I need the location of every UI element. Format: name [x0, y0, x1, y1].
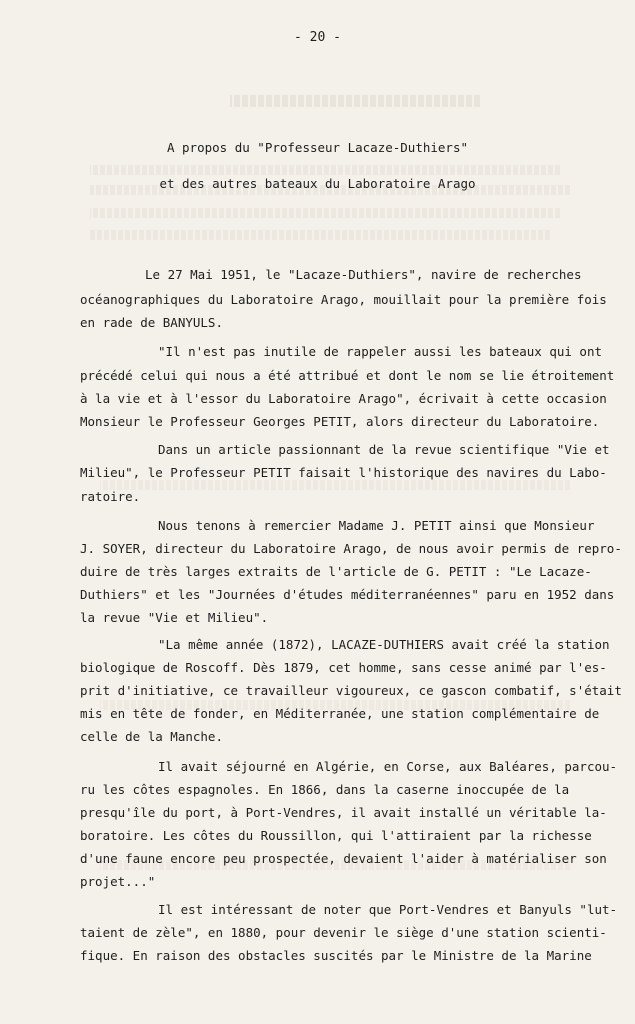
body-line: Il avait séjourné en Algérie, en Corse, aux Baléares, parcou- — [158, 759, 618, 774]
body-line: ratoire. — [80, 489, 141, 504]
body-line: Duthiers" et les "Journées d'études méditerranéennes" paru en 1952 dans — [80, 587, 615, 602]
body-line: la revue "Vie et Milieu". — [80, 610, 269, 625]
body-line: Nous tenons à remercier Madame J. PETIT ainsi que Monsieur — [158, 518, 595, 533]
body-line: J. SOYER, directeur du Laboratoire Arago, de nous avoir permis de repro- — [80, 541, 622, 556]
body-line: projet..." — [80, 874, 156, 889]
body-line: d'une faune encore peu prospectée, devaient l'aider à matérialiser son — [80, 851, 607, 866]
body-line: boratoire. Les côtes du Roussillon, qui l'attiraient par la richesse — [80, 828, 592, 843]
body-line: ru les côtes espagnoles. En 1866, dans la caserne inoccupée de la — [80, 782, 570, 797]
body-line: biologique de Roscoff. Dès 1879, cet homme, sans cesse animé par l'es- — [80, 660, 607, 675]
body-line: à la vie et à l'essor du Laboratoire Arago", écrivait à cette occasion — [80, 391, 607, 406]
heading-line-1: A propos du "Professeur Lacaze-Duthiers" — [166, 140, 469, 155]
body-line: taient de zèle", en 1880, pour devenir le siège d'une station scienti- — [80, 925, 607, 940]
body-line: océanographiques du Laboratoire Arago, mouillait pour la première fois — [80, 292, 607, 307]
body-line: Le 27 Mai 1951, le "Lacaze-Duthiers", navire de recherches — [145, 267, 582, 282]
body-line: fique. En raison des obstacles suscités par le Ministre de la Marine — [80, 948, 592, 963]
body-line: Monsieur le Professeur Georges PETIT, alors directeur du Laboratoire. — [80, 414, 600, 429]
body-line: prit d'initiative, ce travailleur vigoureux, ce gascon combatif, s'était — [80, 683, 622, 698]
body-line: Dans un article passionnant de la revue scientifique "Vie et — [158, 442, 610, 457]
body-line: duire de très larges extraits de l'article de G. PETIT : "Le Lacaze- — [80, 564, 592, 579]
heading-line-2: et des autres bateaux du Laboratoire Arago — [159, 176, 476, 191]
body-line: presqu'île du port, à Port-Vendres, il avait installé un véritable la- — [80, 805, 607, 820]
body-line: précédé celui qui nous a été attribué et dont le nom se lie étroitement — [80, 368, 615, 383]
body-line: en rade de BANYULS. — [80, 315, 223, 330]
body-line: Milieu", le Professeur PETIT faisait l'historique des navires du Labo- — [80, 465, 607, 480]
body-line: Il est intéressant de noter que Port-Vendres et Banyuls "lut- — [158, 902, 618, 917]
body-line: "Il n'est pas inutile de rappeler aussi les bateaux qui ont — [158, 344, 603, 359]
page-number: - 20 - — [294, 30, 341, 45]
body-line: mis en tête de fonder, en Méditerranée, une station complémentaire de — [80, 706, 600, 721]
body-line: celle de la Manche. — [80, 729, 223, 744]
body-line: "La même année (1872), LACAZE-DUTHIERS avait créé la station — [158, 637, 610, 652]
